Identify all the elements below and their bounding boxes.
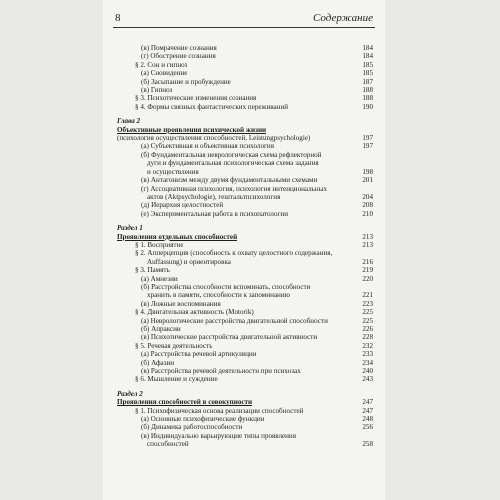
- toc-entry: [117, 185, 373, 193]
- toc-entry: [117, 176, 373, 184]
- toc-entry: [117, 103, 373, 111]
- toc-entry: [117, 151, 373, 159]
- toc-entry-title: и осуществления: [147, 167, 199, 176]
- toc-entry-page: 226: [362, 325, 373, 333]
- toc-entry-title: (а) Расстройства речевой артикуляции: [141, 350, 257, 359]
- toc-entry: [117, 398, 373, 406]
- toc-entry-page: 221: [362, 291, 373, 300]
- toc-entry: [117, 168, 373, 176]
- toc-entry-page: 190: [362, 102, 373, 111]
- toc-entry-title: (в) Ложные воспоминания: [141, 299, 221, 308]
- toc-entry-title: Раздел 2: [117, 389, 143, 398]
- toc-entry-page: 210: [362, 209, 373, 218]
- toc-entry: [117, 317, 373, 325]
- toc-entry-title: § 4. Формы связных фантастических переживаний: [135, 102, 289, 111]
- toc-entry-page: 225: [362, 316, 373, 325]
- toc-entry-title: § 6. Мышление и суждение: [135, 375, 218, 384]
- toc-entry: [117, 308, 373, 316]
- toc-entry-title: (психология осуществления способностей, Leistungpsychologie): [117, 134, 311, 143]
- toc-entry-page: 225: [362, 308, 373, 317]
- table-of-contents: [117, 44, 373, 449]
- toc-entry-page: 187: [362, 77, 373, 86]
- toc-entry: [117, 233, 373, 241]
- toc-entry-title: (б) Динамика работоспособности: [141, 423, 243, 432]
- toc-entry-title: (е) Экспериментальная работа в психопатологии: [141, 209, 288, 218]
- toc-entry: [117, 432, 373, 440]
- toc-entry-title: § 2. Сон и гипноз: [135, 60, 188, 69]
- toc-entry-page: 233: [362, 350, 373, 359]
- toc-entry-page: 213: [362, 240, 373, 249]
- toc-entry: [117, 241, 373, 249]
- toc-entry-title: (а) Основные психофизические функции: [141, 415, 265, 424]
- toc-entry: [117, 440, 373, 448]
- toc-entry-page: 228: [362, 333, 373, 342]
- toc-entry-title: (в) Антагонизм между двумя фундаментальными схемами: [141, 176, 318, 185]
- toc-entry-page: 256: [362, 423, 373, 432]
- toc-entry-title: § 3. Память: [135, 266, 170, 275]
- toc-entry-title: (б) Засыпание и пробуждение: [141, 77, 231, 86]
- toc-entry-page: 258: [362, 440, 373, 449]
- toc-entry-page: 216: [362, 257, 373, 266]
- toc-entry-title: (б) Афазии: [141, 358, 175, 367]
- toc-entry: [117, 94, 373, 102]
- toc-entry-title: (б) Апраксии: [141, 325, 181, 333]
- toc-entry-page: 184: [362, 44, 373, 52]
- toc-entry: [117, 359, 373, 367]
- toc-entry: [117, 415, 373, 423]
- page-number: 8: [115, 12, 121, 24]
- toc-entry-title: (а) Неврологические расстройства двигательной способности: [141, 316, 328, 325]
- toc-entry-page: 247: [362, 398, 373, 407]
- toc-entry-title: Auffassung) и ориентировка: [147, 257, 231, 266]
- toc-entry-title: хранить в памяти, способности к запоминанию: [147, 291, 290, 300]
- header-rule: [113, 27, 375, 28]
- toc-entry: [117, 390, 373, 398]
- toc-entry-title: (в) Индивидуально варьирующие типы проявления: [141, 431, 296, 440]
- toc-entry: [117, 224, 373, 232]
- toc-entry: [117, 86, 373, 94]
- toc-entry-title: (д) Иерархия целостностей: [141, 201, 224, 210]
- toc-entry: [117, 61, 373, 69]
- toc-entry: [117, 283, 373, 291]
- toc-entry-page: 232: [362, 341, 373, 350]
- toc-entry: [117, 210, 373, 218]
- toc-entry-title: § 4. Двигательная активность (Motorik): [135, 308, 254, 317]
- toc-entry-title: § 1. Восприятие: [135, 240, 184, 249]
- toc-entry: [117, 126, 373, 134]
- toc-entry-page: 234: [362, 358, 373, 367]
- toc-entry: [117, 407, 373, 415]
- toc-entry: [117, 333, 373, 341]
- toc-entry-page: 188: [362, 94, 373, 103]
- toc-entry: [117, 350, 373, 358]
- toc-entry: [117, 275, 373, 283]
- toc-entry-title: (а) Сновидение: [141, 69, 188, 78]
- toc-entry: [117, 291, 373, 299]
- book-page: [103, 0, 385, 500]
- toc-entry-title: (в) Психотические расстройства двигательной активности: [141, 333, 318, 342]
- toc-entry: [117, 78, 373, 86]
- toc-entry: [117, 159, 373, 167]
- toc-entry: [117, 44, 373, 52]
- toc-entry-page: 197: [362, 134, 373, 143]
- toc-entry: [117, 423, 373, 431]
- toc-entry: [117, 375, 373, 383]
- toc-entry-title: (г) Обострение сознания: [141, 52, 216, 61]
- toc-entry: [117, 69, 373, 77]
- toc-entry: [117, 142, 373, 150]
- toc-entry-title: Раздел 1: [117, 224, 143, 233]
- toc-entry-title: Проявления отдельных способностей: [117, 232, 238, 241]
- toc-entry-title: § 3. Психотические изменения сознания: [135, 94, 257, 103]
- toc-entry: [117, 117, 373, 125]
- toc-entry-page: 243: [362, 375, 373, 384]
- toc-entry: [117, 325, 373, 333]
- toc-entry-title: (в) Помрачение сознания: [141, 44, 217, 52]
- toc-entry-title: (в) Расстройства речевой деятельности при психозах: [141, 367, 301, 376]
- toc-entry-title: Объективные проявления психической жизни: [117, 125, 267, 134]
- toc-entry-page: 185: [362, 60, 373, 69]
- toc-entry-page: 240: [362, 367, 373, 376]
- toc-entry-page: 213: [362, 232, 373, 241]
- toc-entry-page: 248: [362, 415, 373, 424]
- toc-entry-page: 219: [362, 266, 373, 275]
- toc-entry: [117, 52, 373, 60]
- toc-entry-page: 185: [362, 69, 373, 78]
- toc-entry-page: 204: [362, 192, 373, 201]
- toc-entry-title: § 1. Психофизическая основа реализации способностей: [135, 406, 304, 415]
- toc-entry-title: (в) Гипноз: [141, 86, 173, 95]
- toc-entry-page: 208: [362, 201, 373, 210]
- toc-entry-page: 247: [362, 406, 373, 415]
- toc-entry: [117, 367, 373, 375]
- toc-entry-page: 201: [362, 176, 373, 185]
- toc-entry-page: 220: [362, 274, 373, 283]
- toc-entry: [117, 249, 373, 257]
- toc-entry-title: Проявления способностей в совокупности: [117, 398, 253, 407]
- toc-entry-title: дуги и фундаментальная психологическая схема задания: [147, 159, 319, 168]
- toc-entry: [117, 134, 373, 142]
- toc-entry-page: 197: [362, 142, 373, 151]
- toc-entry-title: способностей: [147, 440, 189, 449]
- toc-entry: [117, 258, 373, 266]
- toc-entry-page: 223: [362, 299, 373, 308]
- toc-entry-title: (а) Субъективная и объективная психология: [141, 142, 274, 151]
- toc-entry-title: (г) Ассоциативная психология, психология интенциональных: [141, 184, 328, 193]
- toc-entry-title: § 2. Апперцепция (способность к охвату целостного содержания,: [135, 249, 333, 258]
- toc-entry: [117, 342, 373, 350]
- toc-entry-title: Глава 2: [117, 117, 141, 126]
- toc-entry-page: 198: [362, 167, 373, 176]
- toc-entry: [117, 193, 373, 201]
- section-title: Содержание: [312, 12, 373, 24]
- page-header: [113, 12, 375, 26]
- toc-entry-title: (б) Расстройства способности вспоминать, способности: [141, 282, 311, 291]
- toc-entry: [117, 266, 373, 274]
- toc-entry-title: (б) Фундаментальная неврологическая схема рефлекторной: [141, 150, 322, 159]
- toc-entry-title: актов (Aktpsychologie), гештальтпсихология: [147, 192, 281, 201]
- toc-entry-title: § 5. Речевая деятельность: [135, 341, 213, 350]
- toc-entry-title: (а) Амнезии: [141, 274, 178, 283]
- toc-entry: [117, 201, 373, 209]
- toc-entry-page: 184: [362, 52, 373, 61]
- toc-entry-page: 188: [362, 86, 373, 95]
- toc-entry: [117, 300, 373, 308]
